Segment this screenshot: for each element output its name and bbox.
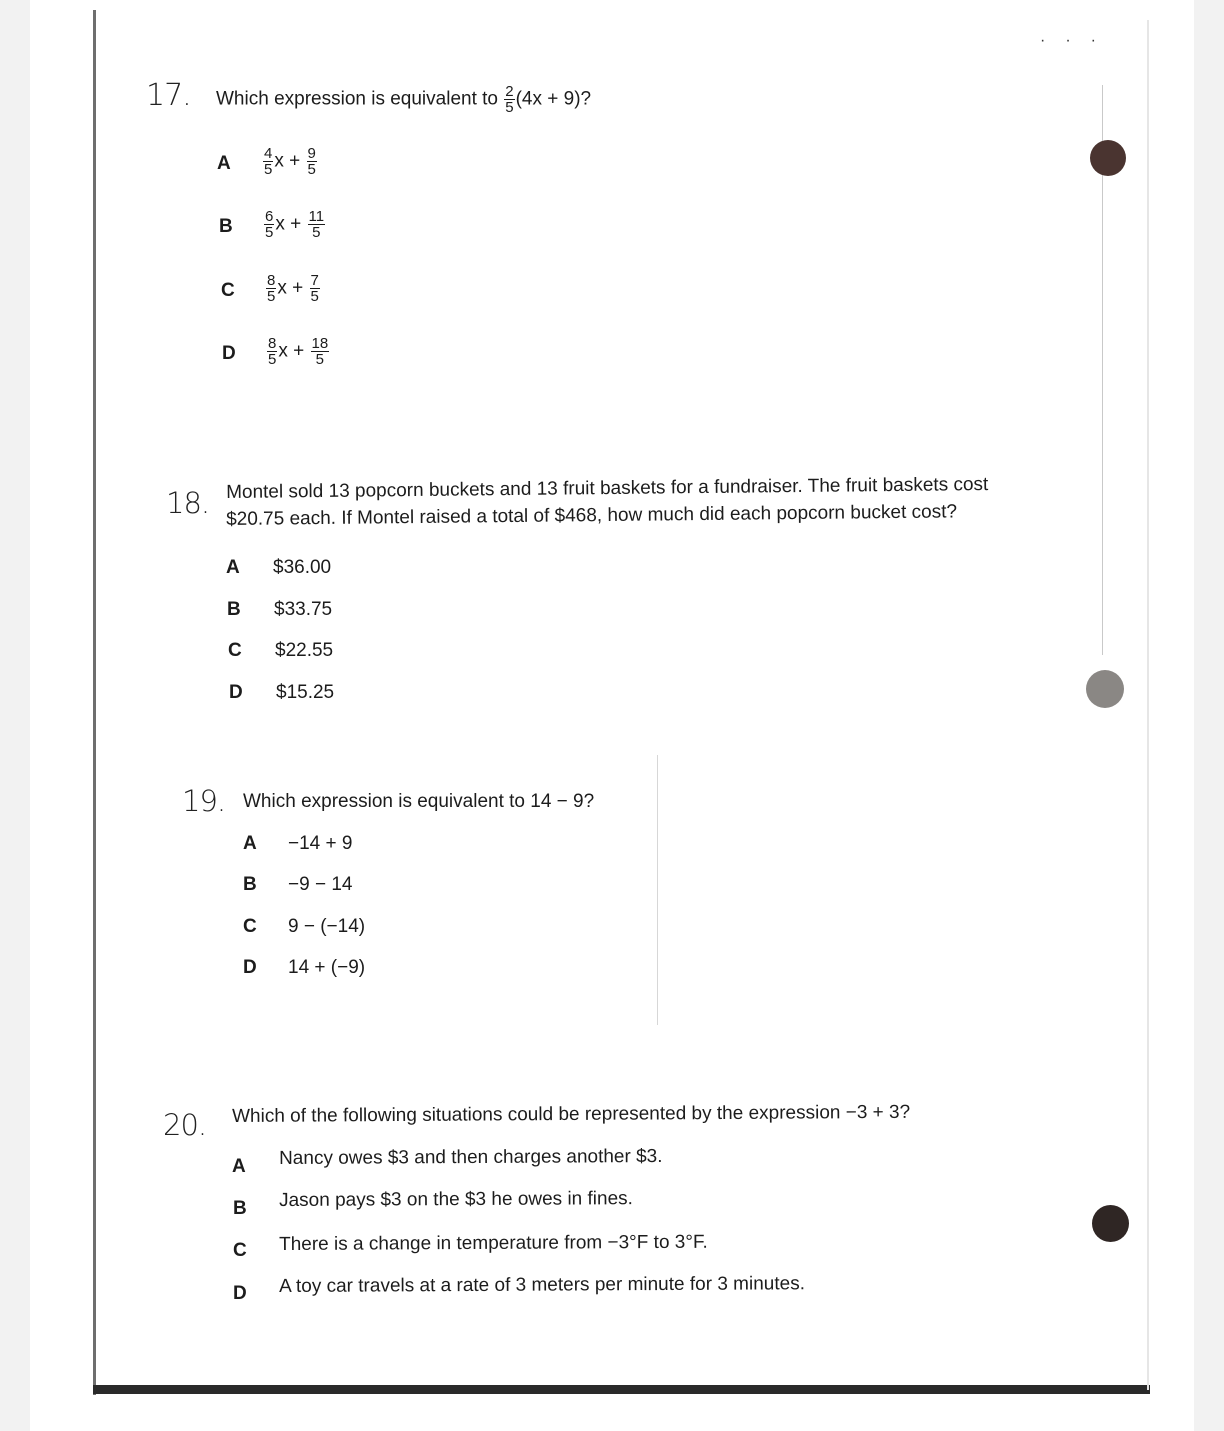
binder-hole-bottom xyxy=(1092,1205,1129,1242)
q17-option-c-letter[interactable]: C xyxy=(221,280,235,301)
q17-prompt-after: (4x + 9)? xyxy=(515,88,592,110)
q17-option-d[interactable]: $\frac{8}{5}$ x + $\frac{18}{5}$ xyxy=(268,335,329,368)
q19-option-b[interactable]: −9 − 14 xyxy=(288,874,353,895)
question-18-line-2: $20.75 each. If Montel raised a total of $468, how much did each popcorn bucket cost? xyxy=(226,501,958,530)
question-20-number: 20. xyxy=(163,1108,207,1142)
q18-option-a[interactable]: $36.00 xyxy=(273,557,332,578)
q20-option-c-letter[interactable]: C xyxy=(233,1240,247,1261)
question-17-number: 17. xyxy=(146,78,191,113)
q19-option-c[interactable]: 9 − (−14) xyxy=(288,916,366,937)
q19-option-b-letter[interactable]: B xyxy=(243,874,257,895)
question-19-number: 19. xyxy=(182,784,226,818)
q19-option-d-letter[interactable]: D xyxy=(243,957,257,978)
q20-option-a-letter[interactable]: A xyxy=(232,1156,246,1177)
q18-option-b[interactable]: $33.75 xyxy=(274,599,333,620)
speck-marks: ··· xyxy=(1040,32,1116,49)
question-18-number: 18. xyxy=(166,486,210,520)
binder-hole-top xyxy=(1090,140,1126,176)
q17-option-c[interactable]: $\frac{8}{5}$ x + $\frac{7}{5}$ xyxy=(267,272,319,305)
q17-option-a-letter[interactable]: A xyxy=(217,153,231,174)
question-19-prompt: Which expression is equivalent to 14 − 9? xyxy=(243,791,595,812)
q18-option-c-letter[interactable]: C xyxy=(228,640,242,661)
q20-option-b-letter[interactable]: B xyxy=(233,1198,247,1219)
q18-option-d-letter[interactable]: D xyxy=(229,682,243,703)
q20-option-d-letter[interactable]: D xyxy=(233,1283,247,1304)
q17-prompt-fraction: $\frac{2}{5}$ xyxy=(505,83,514,116)
q18-option-c[interactable]: $22.55 xyxy=(275,640,334,661)
q18-option-a-letter[interactable]: A xyxy=(226,557,240,578)
column-rule xyxy=(657,755,658,1025)
question-20-prompt: Which of the following situations could be represented by the expression −3 + 3? xyxy=(232,1101,911,1127)
q18-option-b-letter[interactable]: B xyxy=(227,599,241,620)
q17-option-a[interactable]: $\frac{4}{5}$ x + $\frac{9}{5}$ xyxy=(264,145,316,178)
q19-option-a[interactable]: −14 + 9 xyxy=(288,833,353,854)
q20-option-d[interactable]: A toy car travels at a rate of 3 meters per minute for 3 minutes. xyxy=(279,1273,806,1297)
question-18-line-1: Montel sold 13 popcorn buckets and 13 fruit baskets for a fundraiser. The fruit baskets cost xyxy=(226,474,989,503)
worksheet-page xyxy=(30,0,1194,1431)
q18-option-d[interactable]: $15.25 xyxy=(276,682,335,703)
paper-right-edge xyxy=(1147,20,1149,1390)
binder-hole-middle xyxy=(1086,670,1124,708)
q20-option-a[interactable]: Nancy owes $3 and then charges another $3. xyxy=(279,1145,663,1169)
q17-option-b[interactable]: $\frac{6}{5}$ x + $\frac{11}{5}$ xyxy=(265,208,325,241)
q20-option-c[interactable]: There is a change in temperature from −3°F to 3°F. xyxy=(279,1231,708,1255)
q17-prompt-before: Which expression is equivalent to xyxy=(216,88,498,110)
paper-left-edge xyxy=(93,10,96,1395)
q17-option-b-letter[interactable]: B xyxy=(219,216,233,237)
q20-option-b[interactable]: Jason pays $3 on the $3 he owes in fines. xyxy=(279,1188,633,1211)
q17-option-d-letter[interactable]: D xyxy=(222,343,236,364)
q19-option-d[interactable]: 14 + (−9) xyxy=(288,957,366,978)
q19-option-a-letter[interactable]: A xyxy=(243,833,257,854)
q19-option-c-letter[interactable]: C xyxy=(243,916,257,937)
question-17-prompt xyxy=(216,84,591,115)
paper-bottom-edge xyxy=(93,1385,1150,1394)
